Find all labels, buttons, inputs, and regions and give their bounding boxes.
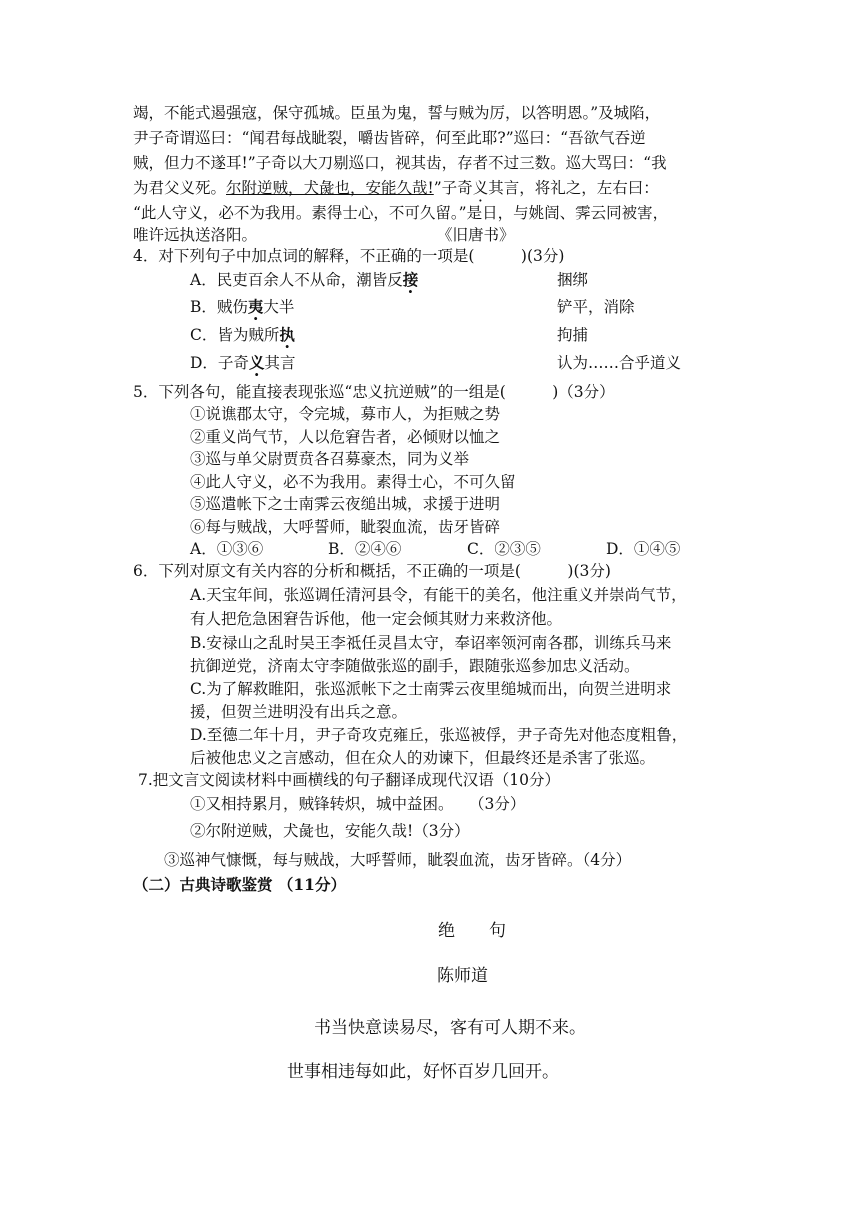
passage-line: “此人守义，必不为我用。素得士心，不可久留。”是日，与姚訚、霁云同被害，	[133, 204, 669, 222]
q4-option-d-meaning: 认为……合乎道义	[557, 354, 682, 372]
q7-sentence-3: ③巡神气慷慨，每与贼战，大呼誓师，眦裂血流，齿牙皆碎。（4分）	[164, 851, 632, 869]
passage-line: 尹子奇谓巡曰：“闻君每战眦裂，嚼齿皆碎，何至此耶?”巡曰：“吾欲气吞逆	[133, 129, 646, 147]
passage-text: 其言，将礼之，左右曰：	[488, 179, 659, 197]
poem-author: 陈师道	[437, 966, 488, 986]
q6-line: 抗御逆党，济南太守李随做张巡的副手，跟随张巡参加忠义活动。	[190, 657, 640, 675]
q5-choice-a: A．①③⑥	[190, 540, 264, 558]
option-text: C．皆为贼所	[190, 326, 280, 344]
q5-item: ⑥每与贼战，大呼誓师，眦裂血流，齿牙皆碎	[190, 518, 501, 536]
q6-stem: 6．下列对原文有关内容的分析和概括，不正确的一项是( )(3分)	[133, 562, 611, 580]
passage-text: 为君父义死。	[133, 179, 227, 197]
q5-item: ②重义尚气节，人以危窘告者，必倾财以恤之	[190, 428, 501, 446]
q4-stem: 4．对下列句子中加点词的解释，不正确的一项是( )(3分)	[133, 247, 565, 265]
q7-sentence-1: ①又相持累月，贼锋转炽，城中益困。 （3分）	[190, 795, 526, 813]
q5-item: ①说谯郡太守，令完城，募市人，为拒贼之势	[190, 405, 501, 423]
q6-line: D.至德二年十月，尹子奇攻克雍丘，张巡被俘，尹子奇先对他态度粗鲁，	[190, 726, 688, 744]
q4-option-a-meaning: 捆绑	[557, 271, 589, 289]
q6-line: 有人把危急困窘告诉他，他一定会倾其财力来救济他。	[190, 610, 563, 628]
dotted-word: 夷	[247, 297, 264, 316]
option-text: B．贼伤	[190, 298, 248, 316]
passage-line: 竭，不能式遏强寇，保守孤城。臣虽为鬼，誓与贼为厉，以答明恩。”及城陷，	[133, 104, 661, 122]
q5-item: ⑤巡遣帐下之士南霁云夜缒出城，求援于进明	[190, 495, 501, 513]
dotted-word: 义	[248, 353, 265, 372]
q7-sentence-2: ②尔附逆贼，犬彘也，安能久哉!（3分）	[190, 822, 470, 840]
dotted-word: 义	[472, 179, 489, 197]
q4-option-b	[190, 297, 294, 317]
option-text: 其言	[264, 354, 296, 372]
passage-line: 唯许远执送洛阳。	[133, 226, 258, 244]
option-text: 大半	[263, 298, 295, 316]
q4-option-b-meaning: 铲平，消除	[557, 298, 635, 316]
q5-choice-d: D．①④⑤	[606, 540, 681, 558]
q6-line: A.天宝年间，张巡调任清河县令，有能干的美名，他注重义并崇尚气节，	[190, 586, 687, 604]
q4-option-c	[190, 325, 295, 345]
section-heading: （二）古典诗歌鉴赏 （11分）	[133, 875, 346, 894]
passage-text: ”子奇	[433, 179, 473, 197]
q5-item: ③巡与单父尉贾贲各召募豪杰，同为义举	[190, 450, 470, 468]
q4-option-a	[190, 270, 418, 290]
underlined-sentence: 尔附逆贼，犬彘也，安能久哉!	[226, 179, 434, 197]
q5-stem: 5．下列各句，能直接表现张巡“忠义抗逆贼”的一组是( )（3分）	[133, 383, 615, 401]
passage-line	[133, 178, 659, 198]
q5-choice-b: B．②④⑥	[328, 540, 402, 558]
q6-line: C.为了解救睢阳，张巡派帐下之士南霁云夜里缒城而出，向贺兰进明求	[190, 680, 672, 698]
source-citation: 《旧唐书》	[437, 226, 515, 244]
passage-line: 贼，但力不遂耳!”子奇以大刀剔巡口，视其齿，存者不过三数。巡大骂曰：“我	[133, 154, 667, 172]
q6-line: 援，但贺兰进明没有出兵之意。	[190, 703, 408, 721]
q6-line: B.安禄山之乱时吴王李祗任灵昌太守，奉诏率领河南各郡，训练兵马来	[190, 634, 672, 652]
q4-option-d	[190, 353, 295, 373]
option-text: D．子奇	[190, 354, 249, 372]
poem-line-2: 世事相违每如此，好怀百岁几回开。	[287, 1062, 559, 1082]
dotted-word: 接	[402, 270, 419, 289]
q4-option-c-meaning: 拘捕	[557, 326, 589, 344]
q6-line: 后被他忠义之言感动，但在众人的劝谏下，但最终还是杀害了张巡。	[190, 749, 656, 767]
dotted-word: 执	[279, 325, 295, 344]
poem-line-1: 书当快意读易尽，客有可人期不来。	[314, 1018, 586, 1038]
q7-stem: 7.把文言文阅读材料中画横线的句子翻译成现代汉语（10分）	[138, 771, 561, 789]
poem-title: 绝 句	[438, 921, 506, 941]
q5-choice-c: C．②③⑤	[467, 540, 541, 558]
q5-item: ④此人守义，必不为我用。素得士心，不可久留	[190, 473, 516, 491]
option-text: A．民吏百余人不从命，潮皆反	[190, 271, 403, 289]
